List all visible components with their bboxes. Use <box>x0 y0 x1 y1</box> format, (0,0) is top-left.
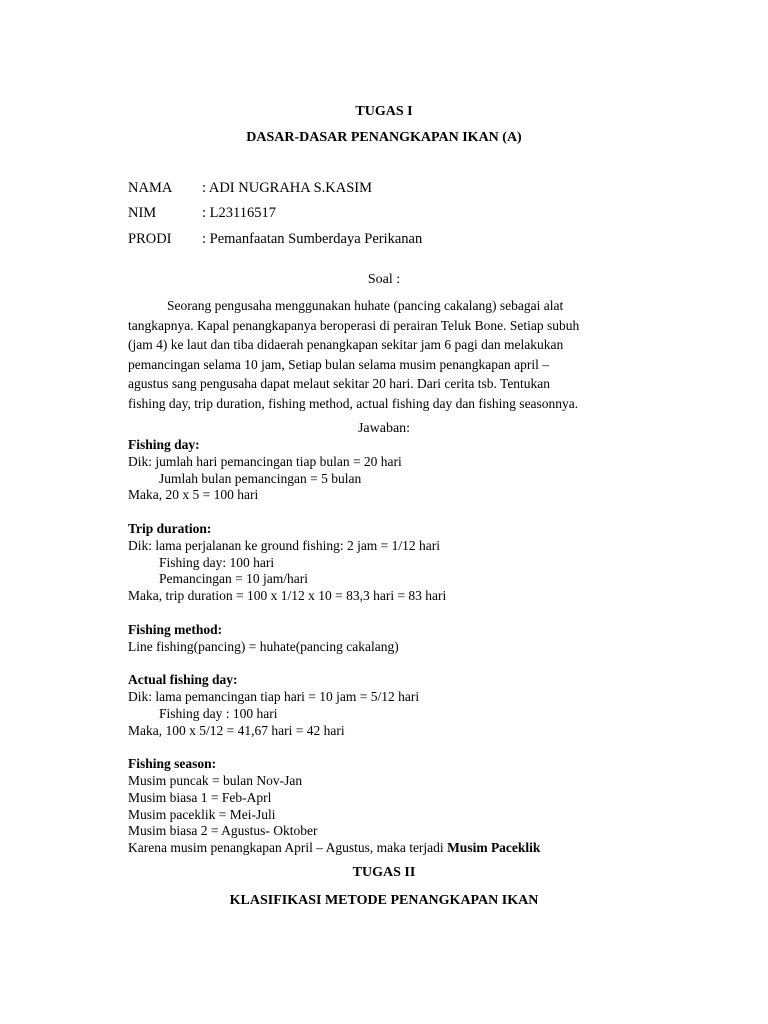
answer-line: Dik: lama perjalanan ke ground fishing: 2 jam = 1/12 hari <box>128 537 441 553</box>
jawaban-body <box>128 437 540 857</box>
soal-heading: Soal : <box>367 272 401 287</box>
conclusion-line <box>128 840 540 857</box>
info-label: NIM <box>128 205 157 221</box>
section-title-trip-duration: Trip duration: <box>128 520 212 536</box>
answer-line: Musim puncak = bulan Nov-Jan <box>128 772 303 788</box>
next-task-title: TUGAS II <box>352 865 416 880</box>
section-title-fishing-method: Fishing method: <box>128 621 223 637</box>
soal-line: (jam 4) ke laut dan tiba didaerah penangkapan sekitar jam 6 pagi dan melakukan <box>128 337 564 352</box>
info-value: : L23116517 <box>202 205 276 221</box>
document-subtitle: DASAR-DASAR PENANGKAPAN IKAN (A) <box>246 130 522 145</box>
conclusion-text: Karena musim penangkapan April – Agustus, maka terjadi <box>128 840 448 856</box>
spacer <box>128 504 540 521</box>
spacer <box>128 605 540 622</box>
answer-line: Musim biasa 1 = Feb-Aprl <box>128 789 272 805</box>
answer-line: Dik: lama pemancingan tiap hari = 10 jam = 5/12 hari <box>128 688 420 704</box>
soal-line: pemancingan selama 10 jam, Setiap bulan selama musim penangkapan april – <box>128 356 549 372</box>
info-label: NAMA <box>128 180 173 196</box>
soal-paragraph <box>128 296 648 413</box>
spacer <box>128 739 540 756</box>
answer-line: Line fishing(pancing) = huhate(pancing cakalang) <box>128 638 399 654</box>
jawaban-heading: Jawaban: <box>357 421 411 436</box>
answer-line: Maka, 100 x 5/12 = 41,67 hari = 42 hari <box>128 722 345 738</box>
info-label: PRODI <box>128 231 172 247</box>
info-value: : ADI NUGRAHA S.KASIM <box>202 180 372 196</box>
answer-line: Fishing day: 100 hari <box>159 554 275 570</box>
conclusion-emphasis: Musim Paceklik <box>447 840 541 856</box>
section-title-fishing-season: Fishing season: <box>128 756 217 772</box>
document-title: TUGAS I <box>355 104 413 119</box>
info-value: : Pemanfaatan Sumberdaya Perikanan <box>202 231 423 247</box>
answer-line: Jumlah bulan pemancingan = 5 bulan <box>159 470 362 486</box>
answer-line: Musim biasa 2 = Agustus- Oktober <box>128 823 318 839</box>
section-title-actual-fishing-day: Actual fishing day: <box>128 672 238 688</box>
answer-line: Dik: jumlah hari pemancingan tiap bulan = 20 hari <box>128 453 402 469</box>
answer-line: Maka, 20 x 5 = 100 hari <box>128 487 259 503</box>
answer-line: Fishing day : 100 hari <box>159 705 278 721</box>
soal-line: fishing day, trip duration, fishing method, actual fishing day dan fishing seasonnya. <box>128 395 579 411</box>
next-task-subtitle: KLASIFIKASI METODE PENANGKAPAN IKAN <box>229 893 539 908</box>
soal-line: Seorang pengusaha menggunakan huhate (pancing cakalang) sebagai alat <box>167 298 564 313</box>
spacer <box>128 655 540 672</box>
soal-line: tangkapnya. Kapal penangkapanya beroperasi di perairan Teluk Bone. Setiap subuh <box>128 317 580 333</box>
section-title-fishing-day: Fishing day: <box>128 437 200 452</box>
soal-line: agustus sang pengusaha dapat melaut sekitar 20 hari. Dari cerita tsb. Tentukan <box>128 376 551 391</box>
answer-line: Maka, trip duration = 100 x 1/12 x 10 = 83,3 hari = 83 hari <box>128 588 447 604</box>
answer-line: Musim paceklik = Mei-Juli <box>128 806 276 822</box>
answer-line: Pemancingan = 10 jam/hari <box>159 571 308 587</box>
